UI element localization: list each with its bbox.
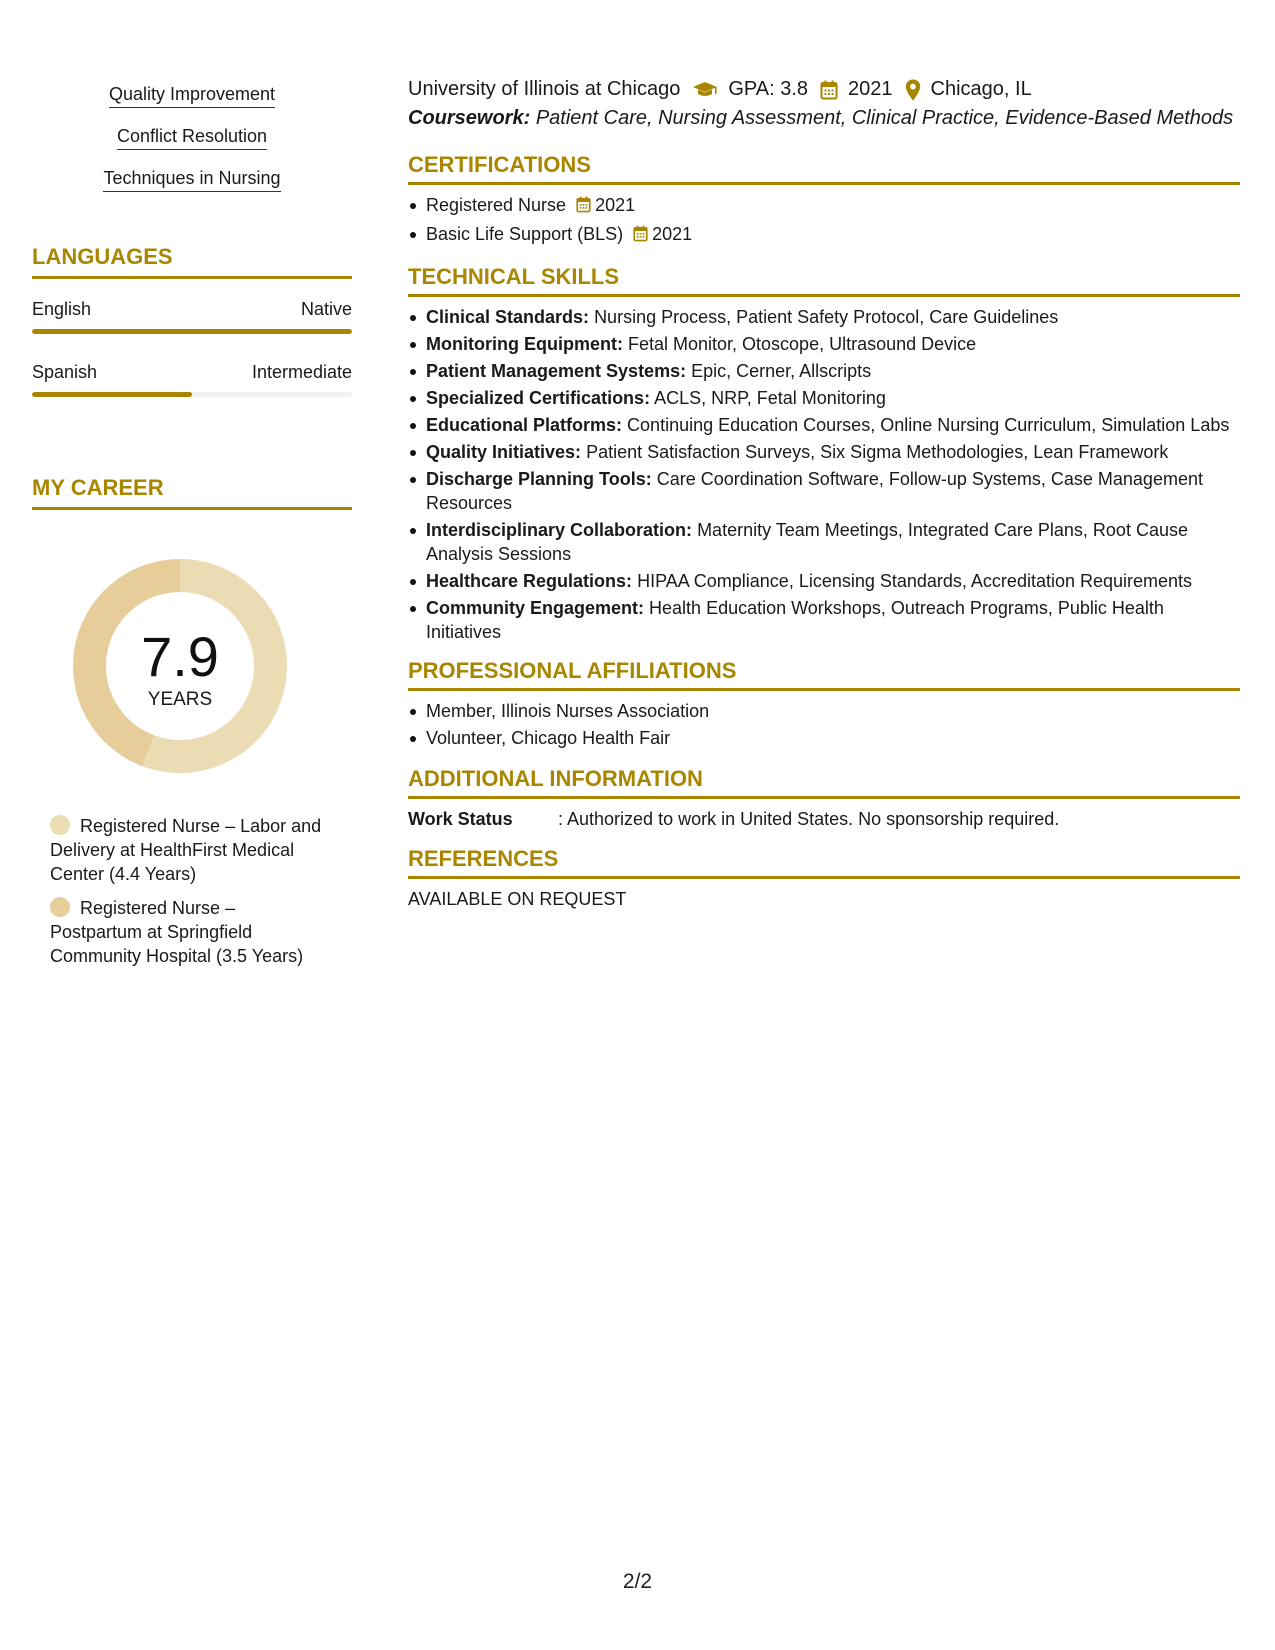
certification-year: 2021 xyxy=(652,224,693,244)
certification-item xyxy=(408,222,1240,248)
language-bar xyxy=(32,392,352,397)
coursework-label: Coursework: xyxy=(408,107,531,129)
left-column xyxy=(32,84,352,978)
skill-label: Healthcare Regulations: xyxy=(426,571,633,591)
skill-label: Community Engagement: xyxy=(426,598,645,618)
skill-text: Health Education Workshops, Outreach Programs, Public Health Initiatives xyxy=(426,598,1164,642)
page-number: 2/2 xyxy=(622,1570,653,1593)
affiliations-list xyxy=(408,699,1240,750)
skill-text: Patient Satisfaction Surveys, Six Sigma Methodologies, Lean Framework xyxy=(586,442,1169,462)
work-status-value: : Authorized to work in United States. No sponsorship required. xyxy=(558,809,1060,829)
coursework-text: Patient Care, Nursing Assessment, Clinical Practice, Evidence-Based Methods xyxy=(535,107,1234,129)
map-pin-icon xyxy=(905,79,921,101)
work-status-row xyxy=(408,809,1240,830)
skill-label: Discharge Planning Tools: xyxy=(426,469,652,489)
skill-text: Epic, Cerner, Allscripts xyxy=(691,361,872,381)
calendar-icon xyxy=(576,195,591,219)
skill-item xyxy=(408,467,1240,515)
languages-heading: LANGUAGES xyxy=(32,244,352,279)
language-bar xyxy=(32,329,352,334)
school-name: University of Illinois at Chicago xyxy=(408,78,681,100)
certifications-heading: CERTIFICATIONS xyxy=(408,152,1240,185)
career-section xyxy=(32,475,352,968)
skill-item xyxy=(408,359,1240,383)
skill-text: Fetal Monitor, Otoscope, Ultrasound Device xyxy=(627,334,977,354)
certification-item xyxy=(408,193,1240,219)
certifications-list xyxy=(408,193,1240,248)
career-legend xyxy=(32,814,352,968)
language-bar-fill xyxy=(32,392,192,397)
skill-item xyxy=(408,386,1240,410)
skill-label: Clinical Standards: xyxy=(426,307,590,327)
career-total-value: 7.9 xyxy=(141,625,219,688)
certification-name: Basic Life Support (BLS) xyxy=(426,224,624,244)
career-donut-chart xyxy=(66,552,294,780)
legend-dot xyxy=(50,815,70,835)
skill-text: HIPAA Compliance, Licensing Standards, Accreditation Requirements xyxy=(637,571,1193,591)
skill-item xyxy=(408,596,1240,644)
skill-label: Specialized Certifications: xyxy=(426,388,651,408)
languages-section xyxy=(32,244,352,397)
strengths-list xyxy=(32,84,352,210)
skill-label: Educational Platforms: xyxy=(426,415,623,435)
references-text: AVAILABLE ON REQUEST xyxy=(408,889,627,909)
affiliations-section xyxy=(408,658,1240,750)
language-item xyxy=(32,362,352,397)
right-column xyxy=(408,78,1240,910)
coursework xyxy=(408,107,1240,130)
legend-item xyxy=(50,814,330,886)
skill-text: Nursing Process, Patient Safety Protocol, Care Guidelines xyxy=(594,307,1059,327)
skill-item xyxy=(408,332,1240,356)
education-line xyxy=(408,78,1240,101)
skill-item xyxy=(408,440,1240,464)
skill-item xyxy=(408,305,1240,329)
location: Chicago, IL xyxy=(930,78,1032,100)
language-name: English xyxy=(32,299,92,319)
gpa: GPA: 3.8 xyxy=(728,78,809,100)
skill-label: Interdisciplinary Collaboration: xyxy=(426,520,693,540)
technical-skills-section xyxy=(408,264,1240,644)
certification-name: Registered Nurse xyxy=(426,195,567,215)
skill-label: Monitoring Equipment: xyxy=(426,334,623,354)
skill-text: Care Coordination Software, Follow-up Systems, Case Management Resources xyxy=(426,469,1203,513)
career-heading: MY CAREER xyxy=(32,475,352,510)
additional-info-section xyxy=(408,766,1240,830)
affiliations-heading: PROFESSIONAL AFFILIATIONS xyxy=(408,658,1240,691)
skill-label: Patient Management Systems: xyxy=(426,361,687,381)
skill-text: ACLS, NRP, Fetal Monitoring xyxy=(654,388,886,408)
legend-dot xyxy=(50,897,70,917)
language-level: Native xyxy=(300,299,352,319)
graduation-cap-icon xyxy=(692,81,718,99)
language-bar-fill xyxy=(32,329,352,334)
career-total-unit: YEARS xyxy=(147,689,213,710)
skill-item xyxy=(408,569,1240,593)
legend-item xyxy=(50,896,330,968)
work-status-label: Work Status xyxy=(408,809,513,829)
skill-label: Quality Initiatives: xyxy=(426,442,582,462)
graduation-year: 2021 xyxy=(848,78,893,100)
skill-text: Continuing Education Courses, Online Nursing Curriculum, Simulation Labs xyxy=(627,415,1230,435)
skill-item xyxy=(408,518,1240,566)
references-section xyxy=(408,846,1240,910)
calendar-icon xyxy=(820,80,838,100)
certifications-section xyxy=(408,152,1240,248)
skill-text: Maternity Team Meetings, Integrated Care Plans, Root Cause Analysis Sessions xyxy=(426,520,1188,564)
certification-year: 2021 xyxy=(595,195,636,215)
affiliation-item: Member, Illinois Nurses Association xyxy=(408,699,1240,723)
strength-item: Quality Improvement xyxy=(109,84,275,108)
additional-info-heading: ADDITIONAL INFORMATION xyxy=(408,766,1240,799)
calendar-icon xyxy=(633,224,648,248)
affiliation-item: Volunteer, Chicago Health Fair xyxy=(408,726,1240,750)
language-item xyxy=(32,299,352,334)
strength-item: Conflict Resolution xyxy=(117,126,267,150)
strength-item: Techniques in Nursing xyxy=(103,168,280,192)
references-heading: REFERENCES xyxy=(408,846,1240,879)
skill-item xyxy=(408,413,1240,437)
technical-skills-heading: TECHNICAL SKILLS xyxy=(408,264,1240,297)
language-name: Spanish xyxy=(32,362,98,382)
legend-label: Registered Nurse – Labor and Delivery at HealthFirst Medical Center (4.4 Years) xyxy=(50,816,322,884)
legend-label: Registered Nurse – Postpartum at Springfield Community Hospital (3.5 Years) xyxy=(50,898,304,966)
language-level: Intermediate xyxy=(251,362,352,382)
technical-skills-list xyxy=(408,305,1240,644)
